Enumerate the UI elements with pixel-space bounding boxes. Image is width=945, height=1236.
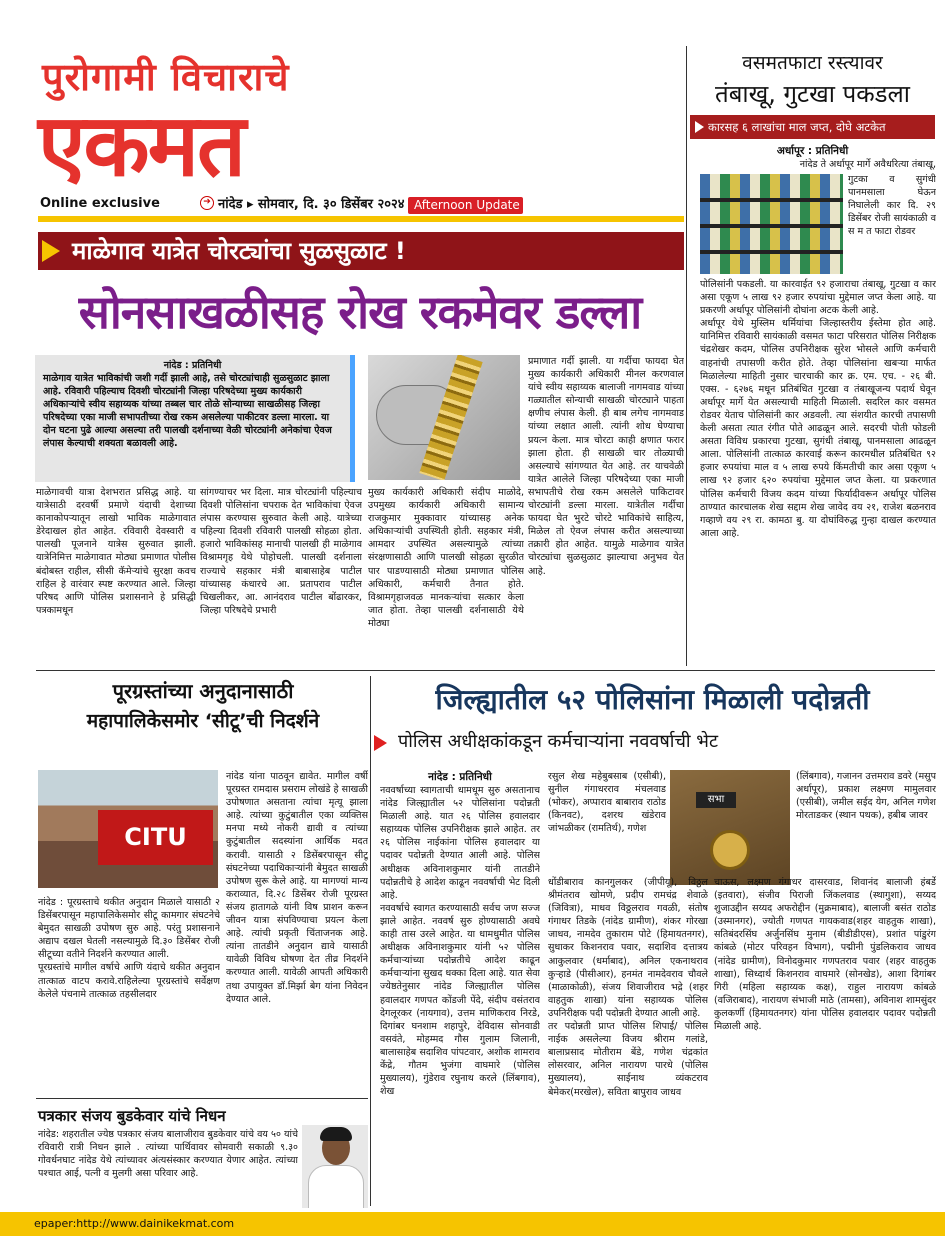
promotion-column-2-top: रसुल शेख महेबुबसाब (एसीबी), सुनील गंगाधरराव मंचलवाड (भोकर), अप्पाराव बाबाराव राठोड (किनवट), दशरथ खंडेराव जांभळीकर (रामतिर्थ), गणेश	[548, 771, 666, 835]
section-divider	[36, 670, 935, 671]
lead-column-3: मुख्य कार्यकारी अधिकारी संदीप माळोदे, उपमुख्य कार्यकारी अधिकारी सामान्य राजकुमार मुक्कावार यांच्यासह अनेक अधिकाऱ्यांची उपस्थिती होती. सहकार मंत्री, आमदार उपस्थित असल्यामुळे त्यांच्या संरक्षणासाठी आणि पालखी सोहळा सुरळीत पार पाडण्यासाठी मोठ्या प्रमाणात पोलिस अधिकारी, कर्मचारी तैनात होते. विश्रामगृहाजवळ मानकऱ्यांचा सत्कार केला जात होता. तेव्हा पालखी दर्शनासाठी येथे मोठ्या	[368, 487, 524, 629]
masthead-divider	[38, 216, 684, 222]
citu-side-column: नांदेड यांना पाठवून द्यावेत. मागील वर्षी पूरग्रस्त रामदास प्रसराम लोखंडे हे साखळी उपोषणात असताना त्यांचा मृत्यू झाला आहे. त्यांच्या कुटुंबातील एका व्यक्तिस मनपा मध्ये नोकरी द्यावी व त्यांच्या कुटुंबातील सदस्यांना आर्थिक मदत करावी. यासाठी २ डिसेंबरपासून सीटू संघटनेच्या पदाधिकाऱ्यांनी बेमुदत साखळी उपोषण सुरू केले आहे. या मागण्यां मान्य कराव्यात, दि.२८ डिसेंबर रोजी पूरग्रस्त संजय हातागळे यांनी विष प्राशन करून जीवन यात्रा संपविण्याचा प्रयत्न केला आहे. त्यांची प्रकृती चिंताजनक आहे. त्यांना तातडीने अनुदान द्यावे यासाठी यावेळी विविध घोषणा देत तीव्र निदर्शने करण्यात आली. यावेळी आपती अधिकारी तथा उपायुक्त डॉ.मिर्झा बेग यांना निवेदन देण्यात आले.	[226, 771, 368, 1005]
chain-snatch-photo	[368, 355, 520, 480]
shirt-shape	[308, 1165, 364, 1208]
citu-protest-photo	[38, 770, 218, 888]
gutka-lead-line: नांदेड ते अर्धापूर मार्गे अवैधरित्या तंबाखू,	[799, 159, 936, 170]
promotion-byline: नांदेड : प्रतिनिधी	[428, 771, 492, 783]
gutka-headline-1: वसमतफाटा रस्त्यावर	[742, 52, 883, 74]
shelf	[700, 224, 843, 228]
online-exclusive-label: Online exclusive	[40, 196, 160, 211]
lead-column-2: सांगण्याचर भर दिला. मात्र चोरट्यांनी पहिल्याच दिवशी पोलिसांना चपराक देत भाविकांचा ऐवज लंपास करण्यास सुरुवात केली आहे. यात्रेच्या पहिल्या दिवशी रविवारी पालखी सोहळा होता. हजारो भाविकांसह मानाची पालखी ही माळेगाव विश्रामगृह येथे पोहोचली. पालखी दर्शनाला राज्याचे सहकार मंत्री बाबासाहेब पाटील यांच्यासह कंधारचे आ. प्रतापराव पाटील चिखलीकर, आ. आनंदराव पाटील बोंढारकर, जिल्हा परिषदेचे प्रभारी	[200, 487, 362, 616]
shelf	[700, 250, 843, 254]
promotion-column-2: धोंडीबाराव कानगुलकर (जीपीयू), विठ्ठल श्रीमंतराव खोमणे, प्रदीप रामचंद्र शेवाळे (जिवित्रा), माधव विठ्ठलराव गवळी, संतोष गंगाधर तिडके (नांदेड ग्रामीण), शंकर गोरखा जाधव, नामदेव तुकाराम पोटे (हिमायतनगर), सुधाकर किशनराव पवार, सदाशिव दत्तात्रय आकुलवार (धर्माबाद), अनिल एकनाथराव कुऱ्हाडे (पीसीआर), हनमंत नामदेवराव चौवले (माळाकोळी), संजय शिवाजीराव भद्रे (शहर वाहतुक शाखा) यांना सहाय्यक पोलिस उपनिरीक्षक पदी पदोन्नती देण्यात आली आहे. तर पदोन्नती प्राप्त पोलिस शिपाई/ पोलिस नाईक असलेल्या विजय श्रीराम गलांडे, बालाप्रसाद मोतीराम बेंडे, गणेश चंद्रकांत लोसरवार, अनिल नारायण पारधे (पोलिस मुख्यालय), साईनाथ व्यंकटराव बेमेकर(मरखेल), सविता बापुराव जाधव	[548, 877, 708, 1098]
citu-banner: CITU	[98, 810, 213, 865]
police-badge-text: सभा	[696, 792, 736, 808]
gutka-photo	[700, 174, 843, 274]
dateline	[200, 194, 405, 212]
lead-kicker-text: माळेगाव यात्रेत चोरट्यांचा सुळसुळाट !	[72, 237, 406, 265]
promotion-subhead-text: पोलिस अधीक्षकांकडून कर्मचाऱ्यांना नववर्षाची भेट	[398, 731, 719, 752]
promotion-column-1: नववर्षाच्या स्वागताची धामधूम सुरु असतानाच नांदेड जिल्ह्यातील ५२ पोलिसांना पदोन्नती मिळाली आहे. यात २६ पोलिस हवालदार सहाय्यक पोलिस उपनिरीक्षक झाले आहेत. तर २६ पोलिस नाईकांना पोलिस हवालदार या पदावर पदोन्नती देण्यात आली आहे. पोलिस अधीक्षक अविनाशकुमार यांनी तातडीने पदोन्नतीचे हे आदेश काढून नववर्षाची भेट दिली आहे. नववर्षाचे स्वागत करण्यासाठी सर्वच जण सज्ज झाले आहेत. नववर्ष सुरु होण्यासाठी अवघे काही तास उरले आहेत. या धामधुमीत पोलिस अधीक्षक अविनाशकुमार यांनी ५२ पोलिस कर्मचाऱ्यांच्या पदोन्नतीचे आदेश काढून कर्मचाऱ्यांना सुखद धक्का दिला आहे. यात सेवा ज्येष्ठतेनुसार नांदेड जिल्ह्यातील पोलिस हवालदार गणपत कोंडजी पेंदे, संदीप वसंतराव देगलूरकर (नायगाव), उत्तम माणिकराव निरडे, दिगांबर घनशाम शहापुरे, देविदास सोनवाडी वसवंते, मोहम्मद गौस गुलाम जिलानी, बालासाहेब सदाशिव पांपटवार, अशोक शामराव केंद्रे, गौतम भुजंगा वाघमारे (पोलिस मुख्यालय), गुंडेराव रघुनाथ करले (लिंबगाव), शेख	[380, 785, 540, 1098]
dateline-text: नांदेड ▸ सोमवार, दि. ३० डिसेंबर २०२४	[218, 197, 405, 212]
obituary-body: नांदेड: शहरातील ज्येष्ठ पत्रकार संजय बालाजीराव बुडकेवार यांचे वय ५० यांचे रविवारी रात्री निधन झाले . त्यांच्या पार्थिवावर सोमवारी सकाळी ९.३० गोवर्धनघाट नांदेड येथे त्यांच्यावर अंत्यसंस्कार करण्यात येणार आहेत. त्यांच्या पश्चात आई, पत्नी व मुलगी असा परिवार आहे.	[38, 1129, 298, 1180]
citu-headline-2: महापालिकेसमोर ‘सीटू’ची निदर्शने	[86, 710, 320, 732]
hair-shape	[320, 1127, 352, 1141]
gutka-byline: अर्धापूर : प्रतिनिधी	[776, 145, 849, 157]
lead-headline: सोनसाखळीसह रोख रकमेवर डल्ला	[78, 285, 642, 339]
promotion-headline: जिल्ह्यातील ५२ पोलिसांना मिळाली पदोन्नती	[435, 683, 870, 716]
lead-column-4: प्रमाणात गर्दी झाली. या गर्दीचा फायदा घेत मुख्य कार्यकारी अधिकारी मीनल करणवाल यांचे स्वीय सहाय्यक बालाजी नागमवाड यांच्या गळ्यातील सोन्याची साखळी चोरट्याने पाहता क्षणीच लंपास केली. ही बाब लगेच नागमवाड यांच्या लक्षात आली. त्यांनी शोध घेण्याचा प्रयत्न केला. मात्र चोरटा काही क्षणात फरार झाला होता. ही साखळी चार तोळ्याची असल्याचे सांगण्यात येत आहे. तर याचवेळी यात्रेत आलेले जिल्हा परिषदेच्या एका माजी सभापतीचे रोख रकम असलेले पाकिटावर चोरट्यांनी डल्ला मारला. यात्रेतील गर्दीचा फायदा घेत भुरटे चोरटे भाविकांचे साहित्य, मिळेल तो ऐवज लंपास करीत असल्याच्या तक्रारी होत आहेत. यामुळे माळेगाव यात्रेत चोरट्यांचा सुळसुळाट झाल्याचा अनुभव येत आहे.	[528, 356, 684, 577]
masthead-tagline: पुरोगामी विचाराचे	[42, 55, 290, 99]
column-rule	[686, 46, 687, 666]
triangle-bullet-icon	[695, 121, 704, 133]
promotion-column-3: चाऊस, लक्ष्मण गंगाधर दासरवाड, शिवानंद बालाजी हंबर्डे (इतवारा), संजीव पिराजी जिंकलवाड (स्थागुशा), सय्यद शुजाउद्दीन सय्यद अफरोद्दीन (मुक्रमाबाद), बालाजी बसंत राठोड (उस्मानगर), ज्योती गणपत गायकवाड(शहर वाहतुक शाखा), सतिबंदरसिंघ अर्जुनसिंघ मुनाम (बीडीडीएस), प्रशांत पांडुरंग कांबळे (मोटर परिवहन विभाग), पद्मीनी पुंडलिकराव जाधव (नांदेड ग्रामीण), विनोदकुमार गणपतराव पवार (शहर वाहतुक शाखा), सिध्दार्थ किशनराव वाघमारे (सोनखेड), आशा दिगांबर गिरी (महिला सहाय्यक कक्ष), राहुल नारायण कांबळे (वजिराबाद), नारायण संभाजी माठे (तामसा), अविनाश शामसुंदर कुलकर्णी (हिमायतनगर) यांना पोलिस हवालदार पदावर पदोन्नती मिळाली आहे.	[714, 877, 936, 1033]
gutka-headline-2: तंबाखू, गुटखा पकडला	[715, 80, 910, 108]
gutka-subhead	[690, 115, 935, 139]
gutka-subhead-text: कारसह ६ लाखांचा माल जप्त, दोघे अटकेत	[708, 120, 886, 134]
lead-intro: माळेगाव यात्रेत भाविकांची जशी गर्दी झाली आहे, तसे चोरट्यांचाही सुळसुळाट झाला आहे. रविवारी पहिल्याच दिवशी चोरट्यांनी जिल्हा परिषदेच्या मुख्य कार्यकारी अधिकाऱ्यांचे स्वीय सहाय्यक यांच्या तब्बल चार तोळे सोन्याच्या साखळीसह जिल्हा परिषदेच्या एका माजी सभापतीच्या रोख रकम असलेल्या पाकीटवर डल्ला मारला. या दोन घटना पुढे आल्या असल्या तरी पालखी दर्शनाच्या वेळी चोरट्यांनी अनेकांचा ऐवज लंपास केल्याची शक्यता बळावली आहे.	[43, 373, 332, 449]
citu-headline-1: पूरग्रस्तांच्या अनुदानासाठी	[112, 679, 294, 703]
edition-badge: Afternoon Update	[408, 197, 523, 214]
police-emblem-icon	[710, 830, 750, 870]
promotion-column-3-top: (लिंबगाव), गजानन उत्तमराव डवरे (मसुप अर्धापूर), प्रकाश लक्ष्मण मामुलवार (एसीबी), जमील सईद येग, अनिल गणेश मोरताडकर (स्थान पथक), हबीब जावर	[796, 771, 936, 822]
citu-body: नांदेड : पूरग्रस्ताचे थकीत अनुदान मिळाले यासाठी २ डिसेंबरपासून महापालिकेसमोर सीटू कामगार संघटनेचे बेमुदत साखळी उपोषण सुरु आहे. परंतु प्रशासनाने अद्याप दखल घेतली नसल्यामुळे दि.३० डिसेंबर रोजी सीटूच्या वतीने निदर्शने करण्यात आली. पूरग्रस्तांचे मागील वर्षाचे आणि यंदाचे थकीत अनुदान तात्काळ वाटप करावे.राहिलेल्या पूरग्रस्तांचे सर्वेक्षण केलेले पंचनामे तात्काळ तहसीलदार	[38, 897, 220, 1000]
lead-byline: नांदेड : प्रतिनिधी	[163, 360, 222, 371]
lead-intro-box	[35, 355, 355, 482]
gutka-narrow-column: गुटका व सुगंधी पानमसाला घेऊन निघालेली कार दि. २९ डिसेंबर रोजी सायंकाळी व स म त फाटा रोडवर	[848, 174, 936, 238]
arrow-circle-icon: ➔	[200, 196, 214, 210]
triangle-bullet-icon	[42, 240, 60, 262]
police-uniform-photo	[670, 770, 790, 885]
masthead-logo: एकमत	[38, 96, 245, 196]
promotion-subhead	[370, 727, 935, 757]
obituary-portrait	[302, 1125, 368, 1208]
gutka-body: पोलिसांनी पकडली. या कारवाईत ९२ हजाराचा तंबाखू, गुटखा व कार असा एकूण ५ लाख ९२ हजार रुपयांचा मुद्देमाल जप्त केला आहे. या प्रकरणी अर्धापूर पोलिसांनी दोघांना अटक केली आहे. अर्धापूर येथे मुस्लिम धर्मियांचा जिल्हास्तरीय ईस्तेमा होत आहे. यानिमित्त रविवारी सायंकाळी वसमत फाटा परिसरात पोलिस निरीक्षक चंद्रशेखर कदम, पोलिस उपनिरीक्षक सुरेश भोसले आणि कर्मचारी वाहनांची तपासणी करीत होते. तेव्हा पोलिसांना खबऱ्या मार्फत मिळालेल्या माहिती नुसार चारचाकी कार क्र. एम. एच. - २६ बी. एक्स. - ६२७६ मधून प्रतिबंधित गुटखा व तंबाखूजन्य पदार्थ घेवून अर्धापूर मार्गे येत असल्याची माहिती मिळाली. सदरिल कार वसमत रोडवर येताच पोलिसांनी कार अडवली. त्या संशयीत कारची तपासणी केली असता त्यात रंगीत पोते आढळून आले. सदरची पोती फोडली असता विविध प्रकारचा गुटखा, सुगंधी तंबाखू, पानमसाला आढळून आला. पोलिसांनी तात्काळ कारवाई करून कारमधील प्रतिबंधित ९२ हजार रुपयांचा माल व ५ लाख रुपये किंमतीची कार असा एकूण ५ लाख ९२ हजार ६२० रुपयांचा मुद्देमाल जप्त केला. या प्रकरणात पोलिस कर्मचारी विजय कदम यांच्या फिर्यादीवरून अर्धापूर पोलिस ठाण्यात कारचालक शेख सद्दाम शेख जावेद वय २१, राजेश बळनराव गव्हाणे वय २९ रा. कामठा बु. या दोघांविरुद्ध गुन्हा दाखल करण्यात आला आहे.	[700, 279, 936, 539]
triangle-bullet-icon	[374, 735, 387, 751]
footer-bar	[0, 1212, 945, 1236]
obituary-headline: पत्रकार संजय बुडकेवार यांचे निधन	[38, 1107, 226, 1125]
epaper-link[interactable]: epaper:http://www.dainikekmat.com	[34, 1217, 235, 1230]
lead-column-1: माळेगावची यात्रा देशभरात प्रसिद्ध आहे. या यात्रेसाठी दरवर्षी प्रमाणे यंदाची देशाच्या कानाकोपऱ्यातून लाखो भाविक माळेगावात डेरेदाखल होत आहेत. रविवारी देवस्वारी व पालखी पूजनाने यात्रेस सुरुवात झाली. यात्रेनिमित्त माळेगावात मोठ्या प्रमाणात पोलीस बंदोबस्त राहील, सीसी कॅमेऱ्यांचे सुरक्षा कवच राहिल हे वारंवार स्पष्ट करण्यात आले. जिल्हा परिषद आणि पोलिस प्रशासनाने हे प्रसिद्धी पत्रकामधून	[36, 487, 196, 616]
shelf	[700, 198, 843, 202]
section-divider	[36, 1098, 368, 1099]
lead-kicker	[38, 232, 684, 270]
